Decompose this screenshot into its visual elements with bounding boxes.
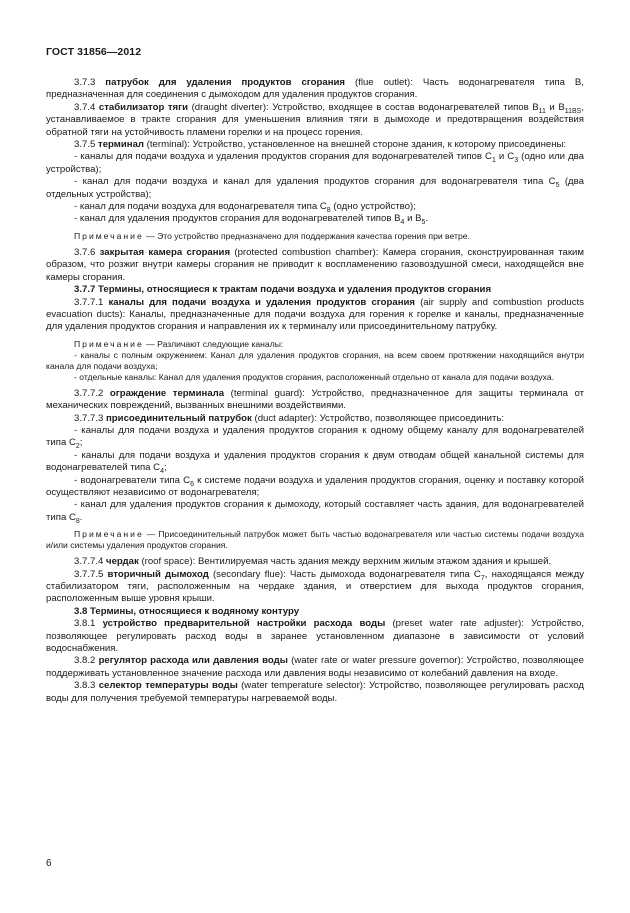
clause-3-7-7-2: 3.7.7.2 ограждение терминала (terminal guard): Устройство, предназначенное для защиты терминала от механических повреждений, вызванных внешними воздействиями. [46,387,584,412]
page-header: ГОСТ 31856—2012 [46,46,142,58]
list-item: - каналы для подачи воздуха и удаления продуктов сгорания к одному общему каналу для водонагревателей типа $C_2$; [46,424,584,451]
clause-3-8-2: 3.8.2 регулятор расхода или давления воды (water rate or water pressure governor): Устройство, позволяющее поддерживать установленное значение расхода или давления воды независимо от колебаний давления на входе. [46,655,584,679]
list-item: - канал для подачи воздуха и канал для удаления продуктов сгорания для водонагревателя типа $C_5$ (два отдельных устройства); [46,176,584,200]
section-heading-3-8: 3.8 Термины, относящиеся к водяному контуру [74,605,300,617]
list-item: - канал для удаления продуктов сгорания для водонагревателей типов $B_4$ и $B_5$. [74,213,429,227]
clause-3-8-1: 3.8.1 устройство предварительной настройки расхода воды (preset water rate adjuster): Устройство, позволяющее регулировать расход воды в заранее установленном диапазоне в зависимости от условий водоснабжения. [46,618,584,655]
note: Примечание — Различают следующие каналы: - каналы с полным окружением: Канал для удаления продуктов сгорания, на всем своем протяжении находящийся внутри канала для подачи воздуха; - отдельные каналы: Канал для удаления продуктов сгорания, расположенный отдельно от канала для подачи воздуха. [46,338,584,382]
list-item: - канал для подачи воздуха для водонагревателя типа $C_8$ (одно устройство); [74,201,416,214]
list-item: - канал для удаления продуктов сгорания к дымоходу, который составляет часть здания, для водонагревателей типа $C_8$. [46,499,584,525]
clause-3-7-5: 3.7.5 терминал (terminal): Устройство, установленное на внешней стороне здания, к которому присоединены: [74,139,567,151]
list-item: - каналы для подачи воздуха и удаления продуктов сгорания для водонагревателей типов $C_1$ и $C_3$ (одно или два устройства); [46,151,585,175]
clause-3-8-3: 3.8.3 селектор температуры воды (water temperature selector): Устройство, позволяющее регулировать расход воды для получения требуемой температуры нагреваемой воды. [46,680,584,704]
clause-3-7-3: 3.7.3 патрубок для удаления продуктов сгорания (flue outlet): Часть водонагревателя типа B, предназначенная для соединения с дымоходом для удаления продуктов сгорания. [46,77,584,101]
clause-3-7-7-5: 3.7.7.5 вторичный дымоход (secondary flue): Часть дымохода водонагревателя типа $C_7$, находящаяся между стабилизатором тяги, расположенным на чердаке здания, и отверстием для выхода продуктов сгорания, расположенным выше уровня крыши. [46,568,584,605]
note: Примечание — Это устройство предназначено для поддержания качества горения при ветре. [74,230,470,241]
page-number: 6 [46,858,52,869]
section-heading-3-7-7: 3.7.7 Термины, относящиеся к трактам подачи воздуха и удаления продуктов сгорания [74,284,492,296]
list-item: - каналы с полным окружением: Канал для удаления продуктов сгорания, на всем своем протяжении находящийся внутри канала для подачи воздуха; [46,349,584,371]
clause-3-7-7-4: 3.7.7.4 чердак (roof space): Вентилируемая часть здания между верхним жилым этажом здания и крышей. [74,556,552,568]
list-item: - отдельные каналы: Канал для удаления продуктов сгорания, расположенный отдельно от канала для подачи воздуха. [74,371,555,382]
clause-3-7-6: 3.7.6 закрытая камера сгорания (protected combustion chamber): Камера сгорания, сконструированная таким образом, что розжиг внутри камеры сгорания не приводит к воспламенению газовоздушной смеси, находящейся вне камеры сгорания. [46,246,584,283]
clause-3-7-4: 3.7.4 стабилизатор тяги (draught diverter): Устройство, входящее в состав водонагревателей типов $B_{11}$ и $B_{11BS}$, устанавливаемое в тракте сгорания для уменьшения влияния тяги в дымоходе и предотвращения воздействия обратной тяги на устойчивость пламени горелки и на процесс горения. [46,101,585,138]
clause-3-7-7-3: 3.7.7.3 присоединительный патрубок (duct adapter): Устройство, позволяющее присоединить: [74,412,505,424]
clause-3-7-7-1: 3.7.7.1 каналы для подачи воздуха и удаления продуктов сгорания (air supply and combustion products evacuation ducts): Каналы, предназначенные для подачи воздуха для горения к горелке и каналы, предназначенные для удаления продуктов сгорания и направления их к терминалу или присоединительному патрубку. [46,296,585,333]
list-item: - каналы для подачи воздуха и удаления продуктов сгорания к двум отводам общей канальной системы для водонагревателей типа $C_4$; [46,449,584,476]
document-body [46,77,584,705]
note: Примечание — Присоединительный патрубок может быть частью водонагревателя или частью системы подачи воздуха и/или системы удаления продуктов сгорания. [46,529,584,551]
list-item: - водонагреватели типа $C_6$ к системе подачи воздуха и удаления продуктов сгорания, оценку и поставку которой осуществляют независимо от водонагревателя; [46,474,584,498]
